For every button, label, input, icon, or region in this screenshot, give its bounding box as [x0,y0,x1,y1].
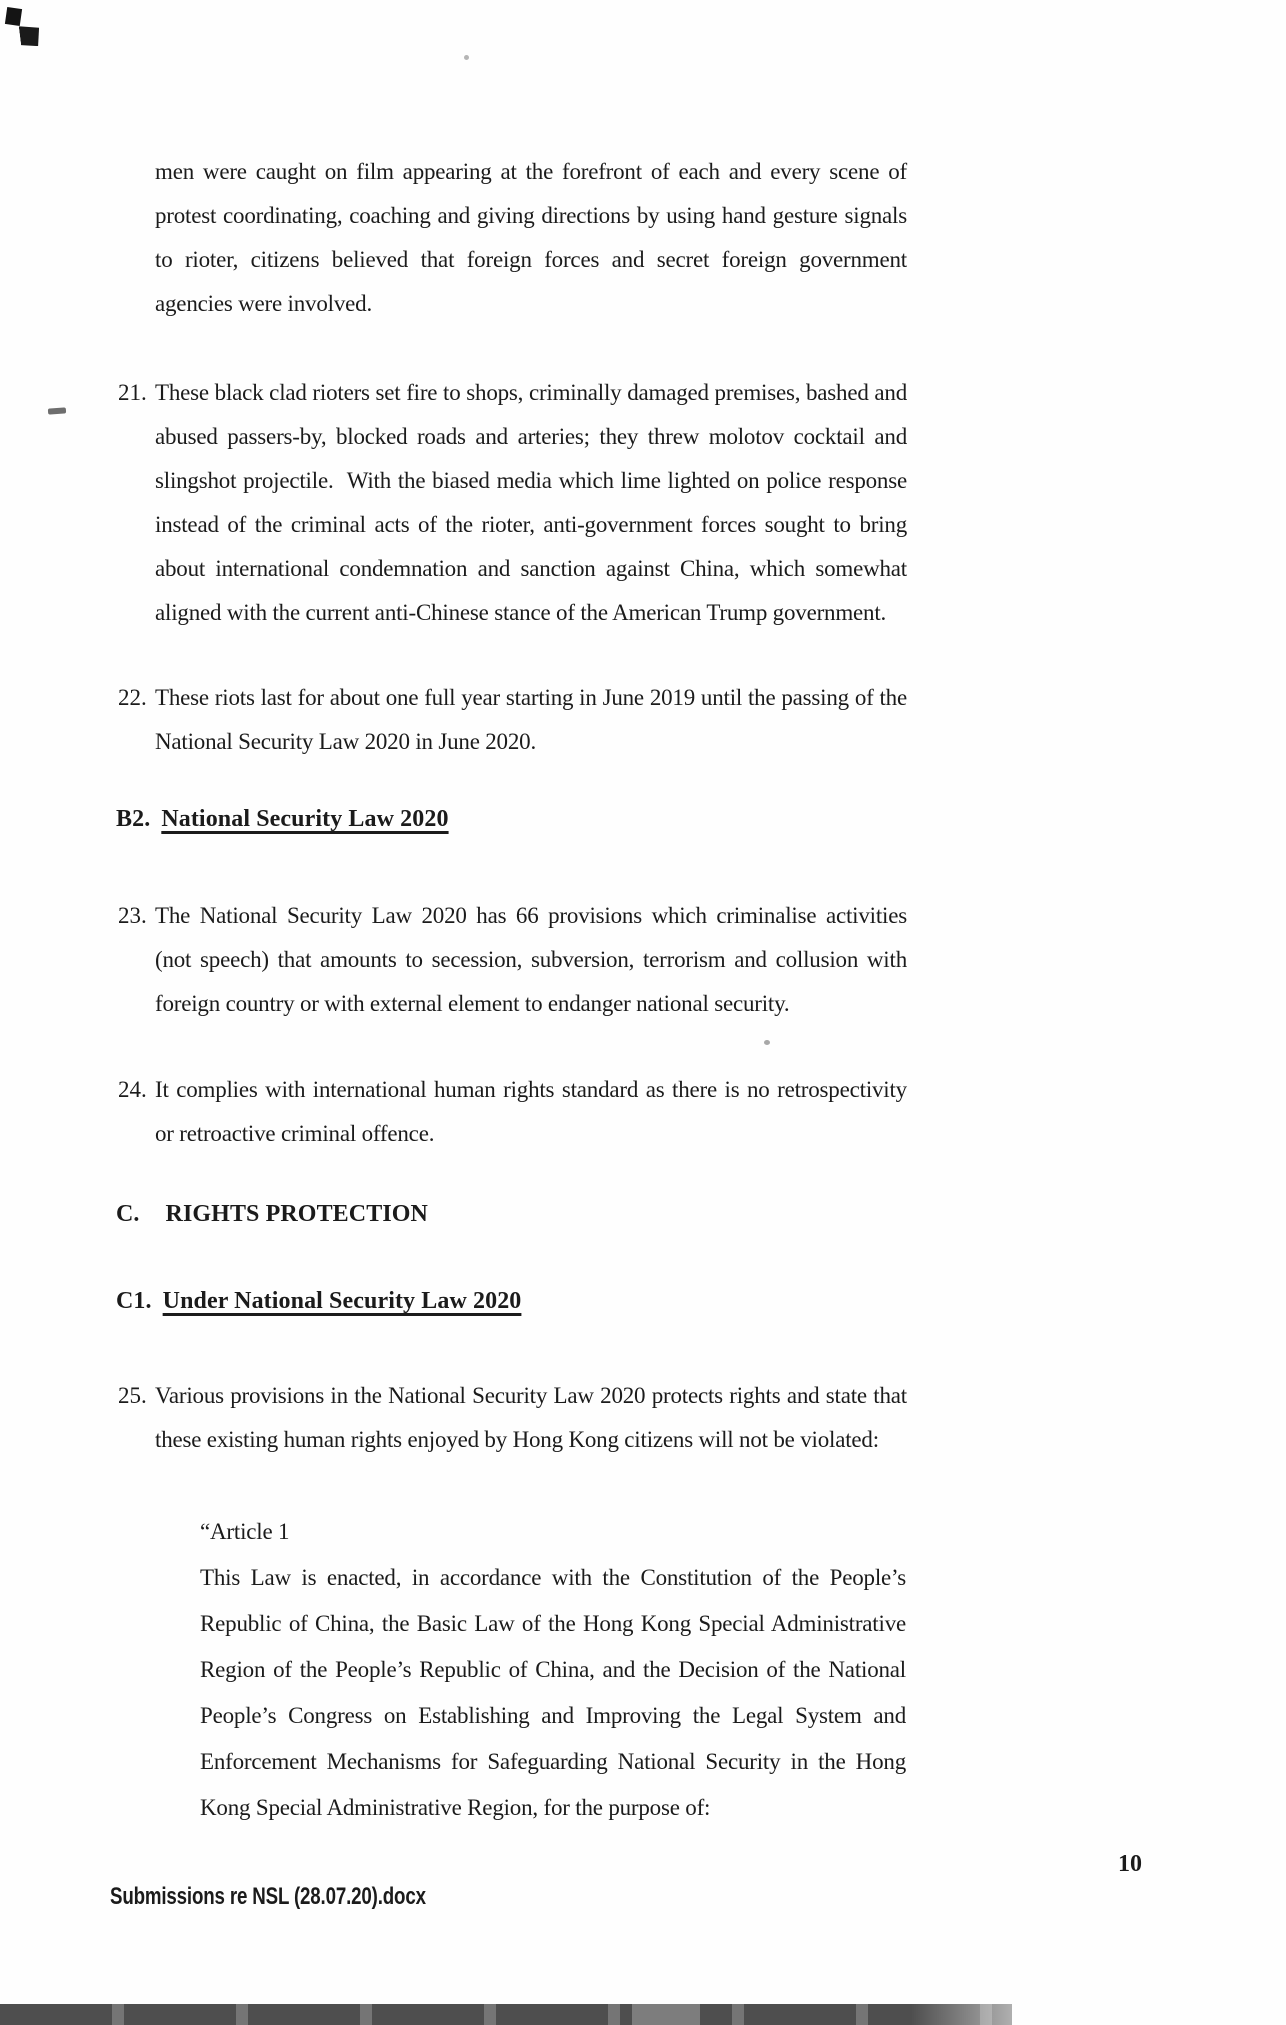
heading-prefix: C. [116,1201,140,1227]
paragraph-text: These black clad rioters set fire to shops, criminally damaged premises, bashed and abused passers-by, blocked roads and arteries; they threw molotov cocktail and slingshot projectile. With the biased media which lime lighted on police response instead of the criminal acts of the rioter, anti-government forces sought to bring about international condemnation and sanction against China, which somewhat aligned with the current anti-Chinese stance of the American Trump government. [155,380,907,625]
paragraph-number: 22. [118,685,147,710]
paragraph-text: Various provisions in the National Security Law 2020 protects rights and state that these existing human rights enjoyed by Hong Kong citizens will not be violated: [155,1383,907,1452]
paragraph-number: 25. [118,1383,147,1408]
section-heading-b2 [116,806,449,833]
scan-artifact-speck [764,1040,770,1045]
paragraph-text: It complies with international human rights standard as there is no retrospectivity or retroactive criminal offence. [155,1077,907,1146]
section-heading-c1 [116,1288,521,1315]
paragraph-23 [118,894,907,1026]
scan-artifact-corner-mark [5,7,22,26]
scan-artifact-speck [464,55,469,60]
page-number: 10 [1118,1851,1142,1877]
section-heading-c [116,1201,428,1228]
scan-artifact-bottom-bar [0,2004,1012,2025]
heading-title: Under National Security Law 2020 [162,1288,522,1314]
paragraph-number: 24. [118,1077,147,1102]
heading-title: RIGHTS PROTECTION [165,1201,428,1227]
heading-prefix: B2. [116,806,151,832]
article-quote-text: This Law is enacted, in accordance with the Constitution of the People’s Republic of China, the Basic Law of the Hong Kong Special Administrative Region of the People’s Republic of China, and the Decision of the National People’s Congress on Establishing and Improving the Legal System and Enforcement Mechanisms for Safeguarding National Security in the Hong Kong Special Administrative Region, for the purpose of: [200,1565,906,1820]
scan-artifact-left-dash [48,407,66,414]
paragraph-text: men were caught on film appearing at the forefront of each and every scene of protest coordinating, coaching and giving directions by using hand gesture signals to rioter, citizens believed that foreign forces and secret foreign government agencies were involved. [155,159,907,316]
heading-title: National Security Law 2020 [161,806,449,832]
footer-filename: Submissions re NSL (28.07.20).docx [110,1883,426,1910]
paragraph-number: 23. [118,903,147,928]
scan-artifact-corner-mark [19,24,42,48]
paragraph-text: These riots last for about one full year starting in June 2019 until the passing of the National Security Law 2020 in June 2020. [155,685,907,754]
paragraph-number: 21. [118,380,147,405]
paragraph-text: The National Security Law 2020 has 66 provisions which criminalise activities (not speech) that amounts to secession, subversion, terrorism and collusion with foreign country or with external element to endanger national security. [155,903,907,1016]
scan-artifact-bottom-bar-gap [632,2004,700,2025]
article-quote-block [200,1509,906,1831]
paragraph-continuation [155,150,907,326]
paragraph-22 [118,676,907,764]
paragraph-21 [118,371,907,635]
paragraph-24 [118,1068,907,1156]
heading-prefix: C1. [116,1288,152,1314]
article-quote-heading: “Article 1 [200,1519,290,1544]
paragraph-25 [118,1374,907,1462]
